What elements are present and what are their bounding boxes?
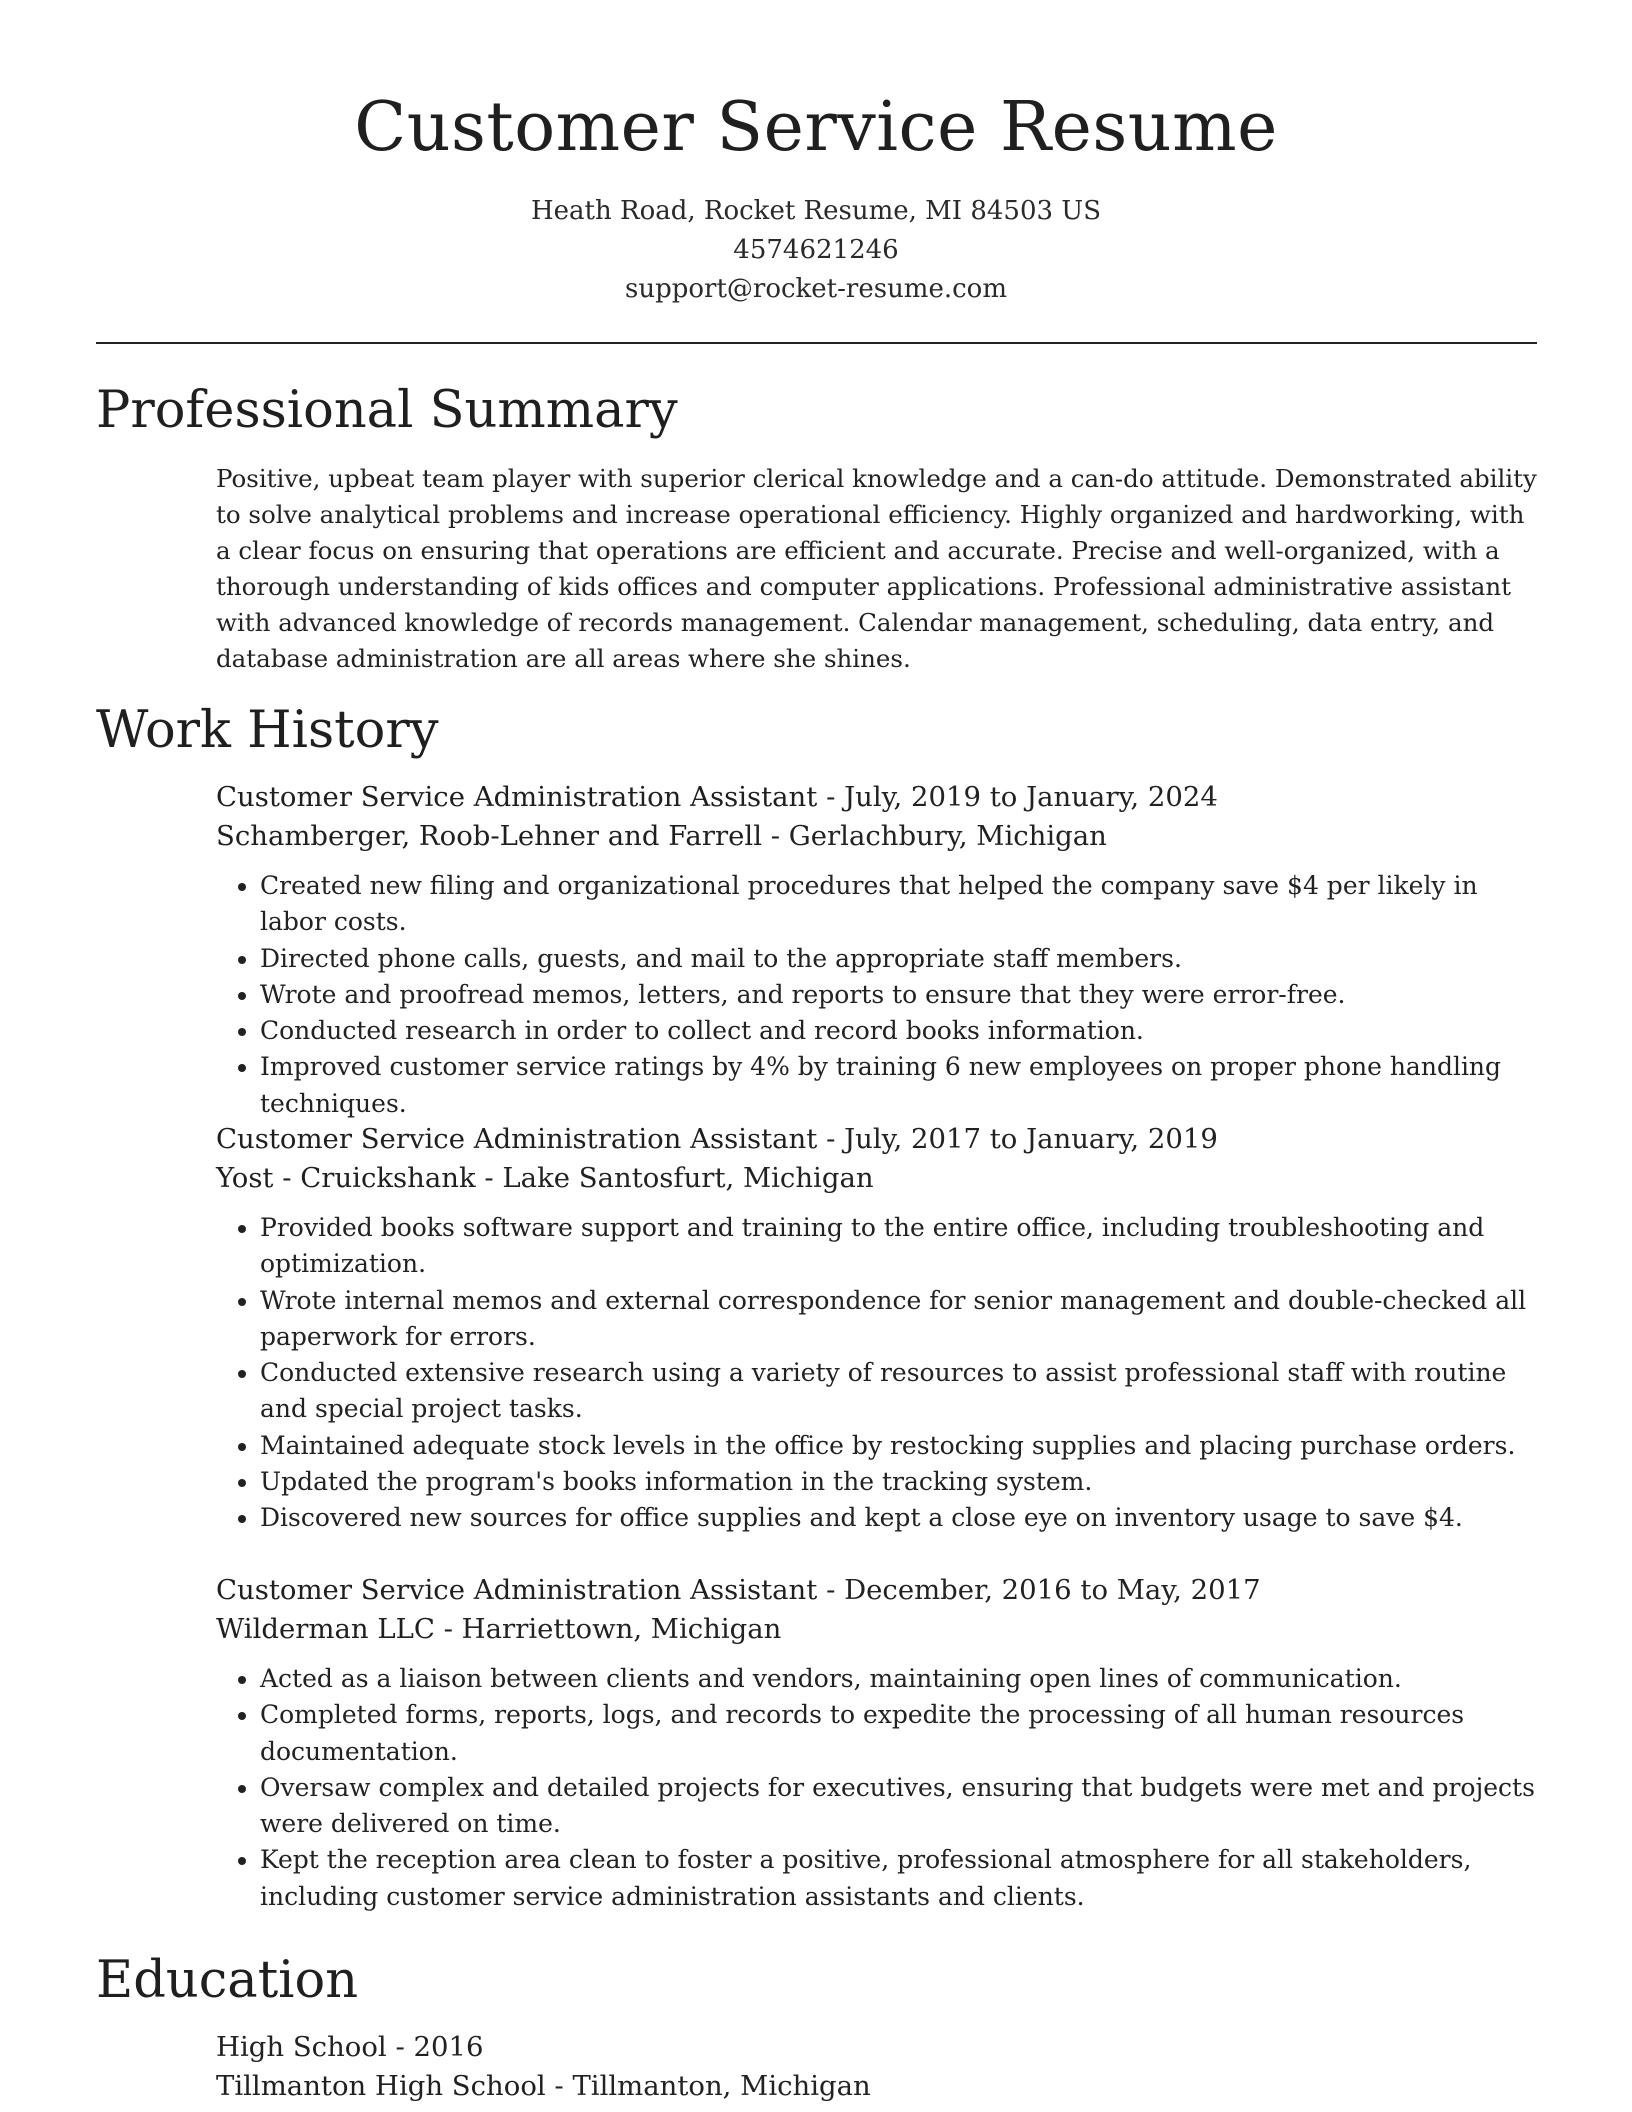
job-position: Customer Service Administration Assistant bbox=[216, 781, 818, 813]
header-divider bbox=[96, 342, 1537, 344]
bullet-item: • Directed phone calls, guests, and mail to the appropriate staff members. bbox=[260, 941, 1541, 977]
job-company: Wilderman LLC bbox=[216, 1613, 435, 1645]
education-heading: Education bbox=[96, 1951, 359, 2010]
job-title-line: Customer Service Administration Assistant - December, 2016 to May, 2017 bbox=[216, 1574, 1261, 1606]
bullet-item: • Maintained adequate stock levels in the office by restocking supplies and placing purchase orders. bbox=[260, 1428, 1541, 1464]
education-school-line: Tillmanton High School - Tillmanton, Michigan bbox=[216, 2070, 871, 2102]
email: support@rocket-resume.com bbox=[624, 274, 1007, 304]
bullet-item: • Improved customer service ratings by 4% by training 6 new employees on proper phone handling techniques. bbox=[260, 1049, 1541, 1122]
education-degree-line: High School - 2016 bbox=[216, 2031, 484, 2063]
job-position: Customer Service Administration Assistant bbox=[216, 1574, 818, 1606]
job-company: Schamberger, Roob-Lehner and Farrell bbox=[216, 820, 762, 852]
bullet-item: • Kept the reception area clean to foster a positive, professional atmosphere for all stakeholders, including customer service administration assistants and clients. bbox=[260, 1842, 1541, 1915]
bullet-item: • Completed forms, reports, logs, and records to expedite the processing of all human resources documentation. bbox=[260, 1697, 1541, 1770]
education-degree: High School bbox=[216, 2031, 387, 2063]
address: Heath Road, Rocket Resume, MI 84503 US bbox=[530, 196, 1102, 226]
job-entry bbox=[216, 1571, 1541, 1915]
job-company-line: Schamberger, Roob-Lehner and Farrell - Gerlachbury, Michigan bbox=[216, 820, 1107, 852]
education-location: Tillmanton, Michigan bbox=[572, 2070, 871, 2102]
job-location: Harriettown, Michigan bbox=[461, 1613, 782, 1645]
resume-title: Customer Service Resume bbox=[354, 88, 1278, 167]
bullet-item: • Acted as a liaison between clients and vendors, maintaining open lines of communication. bbox=[260, 1661, 1541, 1697]
education-school: Tillmanton High School bbox=[216, 2070, 546, 2102]
job-entry bbox=[216, 778, 1541, 1122]
resume-header bbox=[0, 0, 1632, 309]
job-location: Lake Santosfurt, Michigan bbox=[502, 1162, 874, 1194]
job-bullets bbox=[216, 1210, 1541, 1537]
summary-text: Positive, upbeat team player with superior clerical knowledge and a can-do attitude. Demonstrated ability to solve analytical problems and increase operational efficiency. Highly organized and hardworking, with a clear focus on ensuring that operations are efficient and accurate. Precise and well-organized, with a thorough understanding of kids offices and computer applications. Professional administrative assistant with advanced knowledge of records management. Calendar management, scheduling, data entry, and database administration are all areas where she shines. bbox=[216, 464, 1537, 673]
job-bullets bbox=[216, 868, 1541, 1122]
bullet-item: • Created new filing and organizational procedures that helped the company save $4 per likely in labor costs. bbox=[260, 868, 1541, 941]
job-location: Gerlachbury, Michigan bbox=[788, 820, 1107, 852]
job-entry bbox=[216, 1120, 1541, 1537]
job-title-line: Customer Service Administration Assistant - July, 2017 to January, 2019 bbox=[216, 1123, 1218, 1155]
bullet-item: • Wrote internal memos and external correspondence for senior management and double-checked all paperwork for errors. bbox=[260, 1283, 1541, 1356]
bullet-item: • Wrote and proofread memos, letters, and reports to ensure that they were error-free. bbox=[260, 977, 1541, 1013]
work-history-heading: Work History bbox=[96, 701, 439, 760]
bullet-item: • Provided books software support and training to the entire office, including troubleshooting and optimization. bbox=[260, 1210, 1541, 1283]
education-year: 2016 bbox=[413, 2031, 484, 2063]
job-company: Yost - Cruickshank bbox=[216, 1162, 476, 1194]
job-bullets bbox=[216, 1661, 1541, 1915]
job-company-line: Yost - Cruickshank - Lake Santosfurt, Michigan bbox=[216, 1162, 874, 1194]
phone: 4574621246 bbox=[733, 235, 899, 265]
bullet-item: • Conducted extensive research using a variety of resources to assist professional staff with routine and special project tasks. bbox=[260, 1355, 1541, 1428]
job-dates: July, 2017 to January, 2019 bbox=[844, 1123, 1218, 1155]
bullet-item: • Updated the program's books information in the tracking system. bbox=[260, 1464, 1541, 1500]
summary-heading: Professional Summary bbox=[96, 381, 678, 440]
education-entry bbox=[216, 2028, 1541, 2106]
job-dates: July, 2019 to January, 2024 bbox=[844, 781, 1218, 813]
job-dates: December, 2016 to May, 2017 bbox=[844, 1574, 1261, 1606]
job-title-line: Customer Service Administration Assistant - July, 2019 to January, 2024 bbox=[216, 781, 1218, 813]
contact-info bbox=[0, 192, 1632, 309]
bullet-item: • Oversaw complex and detailed projects for executives, ensuring that budgets were met and projects were delivered on time. bbox=[260, 1770, 1541, 1843]
job-position: Customer Service Administration Assistant bbox=[216, 1123, 818, 1155]
job-company-line: Wilderman LLC - Harriettown, Michigan bbox=[216, 1613, 782, 1645]
bullet-item: • Discovered new sources for office supplies and kept a close eye on inventory usage to save $4. bbox=[260, 1500, 1541, 1536]
bullet-item: • Conducted research in order to collect and record books information. bbox=[260, 1013, 1541, 1049]
